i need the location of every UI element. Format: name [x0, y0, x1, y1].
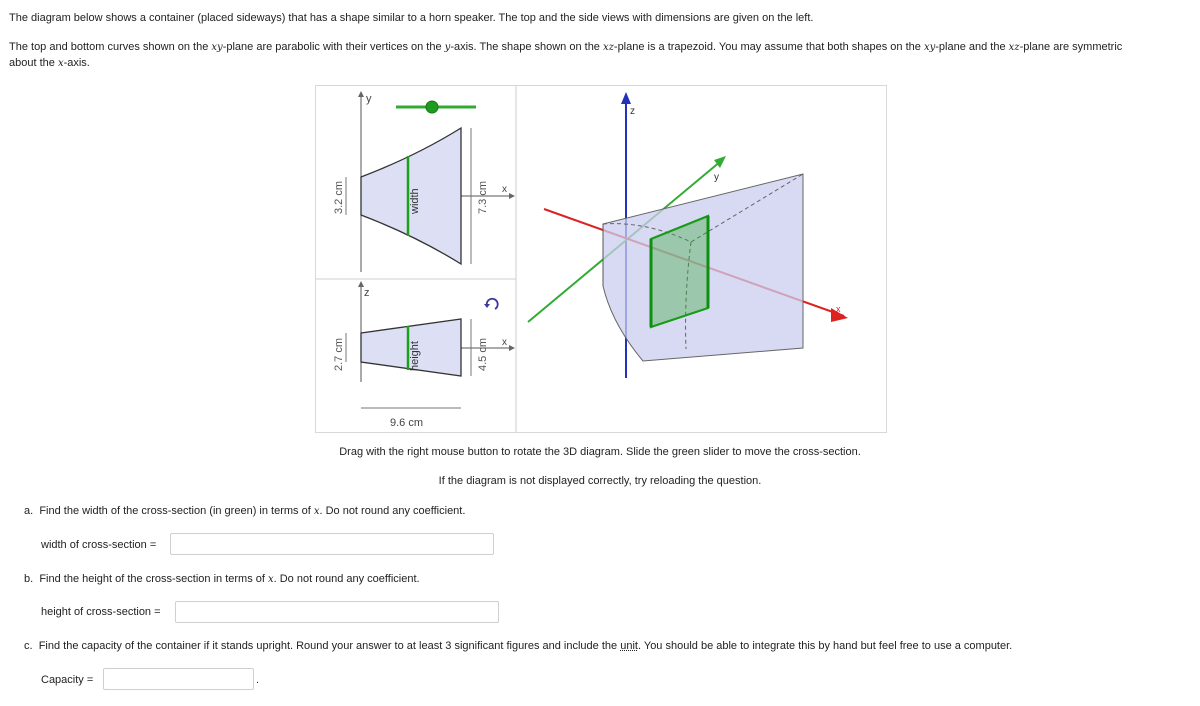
side-right-dim: 4.5 cm — [477, 337, 489, 371]
intro-line-2: The top and bottom curves shown on the xy-plane are parabolic with their vertices on the y-axis. The shape shown on the xz-plane is a trapezoid. You may assume that both shapes on the xy-plane and the xz-plane are symmetric — [9, 41, 1123, 53]
3d-x-label: x — [836, 304, 841, 314]
3d-view — [528, 92, 848, 378]
side-x-label: x — [502, 337, 507, 348]
question-b: b. Find the height of the cross-section in terms of x. Do not round any coefficient. — [24, 573, 420, 585]
unit-link[interactable]: unit — [620, 640, 638, 652]
intro-line-3: about the x-axis. — [9, 57, 90, 69]
3d-y-label: y — [714, 172, 719, 183]
slider-handle[interactable] — [426, 101, 438, 113]
top-x-label: x — [502, 184, 507, 195]
height-input[interactable] — [175, 601, 499, 623]
top-left-dim: 3.2 cm — [333, 180, 345, 214]
instruction-reload: If the diagram is not displayed correctly, try reloading the question. — [438, 475, 762, 487]
question-a: a. Find the width of the cross-section (in green) in terms of x. Do not round any coefficient. — [24, 505, 466, 517]
intro-line-1: The diagram below shows a container (placed sideways) that has a shape similar to a horn speaker. The top and the side views with dimensions are given on the left. — [9, 12, 814, 24]
3d-z-arrow — [621, 92, 631, 104]
width-input[interactable] — [170, 533, 494, 555]
interactive-diagram[interactable] — [315, 85, 887, 433]
side-z-label: z — [364, 287, 370, 299]
question-c: c. Find the capacity of the container if it stands upright. Round your answer to at least 3 significant figures and include the unit. You should be able to integrate this by hand but feel free to use a computer. — [24, 640, 1013, 652]
rotate-reset-icon[interactable] — [484, 299, 498, 309]
side-view — [333, 284, 512, 429]
top-width-label: width — [409, 188, 421, 214]
top-y-label: y — [366, 93, 372, 105]
cross-section-slider[interactable] — [396, 101, 476, 113]
top-right-dim: 7.3 cm — [477, 180, 489, 214]
capacity-suffix: . — [256, 674, 260, 686]
length-dim: 9.6 cm — [390, 417, 424, 429]
instruction-rotate: Drag with the right mouse button to rotate the 3D diagram. Slide the green slider to move the cross-section. — [339, 446, 861, 458]
3d-z-label: z — [630, 106, 635, 117]
height-label: height of cross-section = — [41, 606, 161, 618]
top-view — [333, 93, 512, 272]
width-label: width of cross-section = — [41, 539, 157, 551]
side-left-dim: 2.7 cm — [333, 337, 345, 371]
side-height-label: height — [409, 341, 421, 371]
capacity-input[interactable] — [103, 668, 254, 690]
capacity-label: Capacity = — [41, 674, 94, 686]
